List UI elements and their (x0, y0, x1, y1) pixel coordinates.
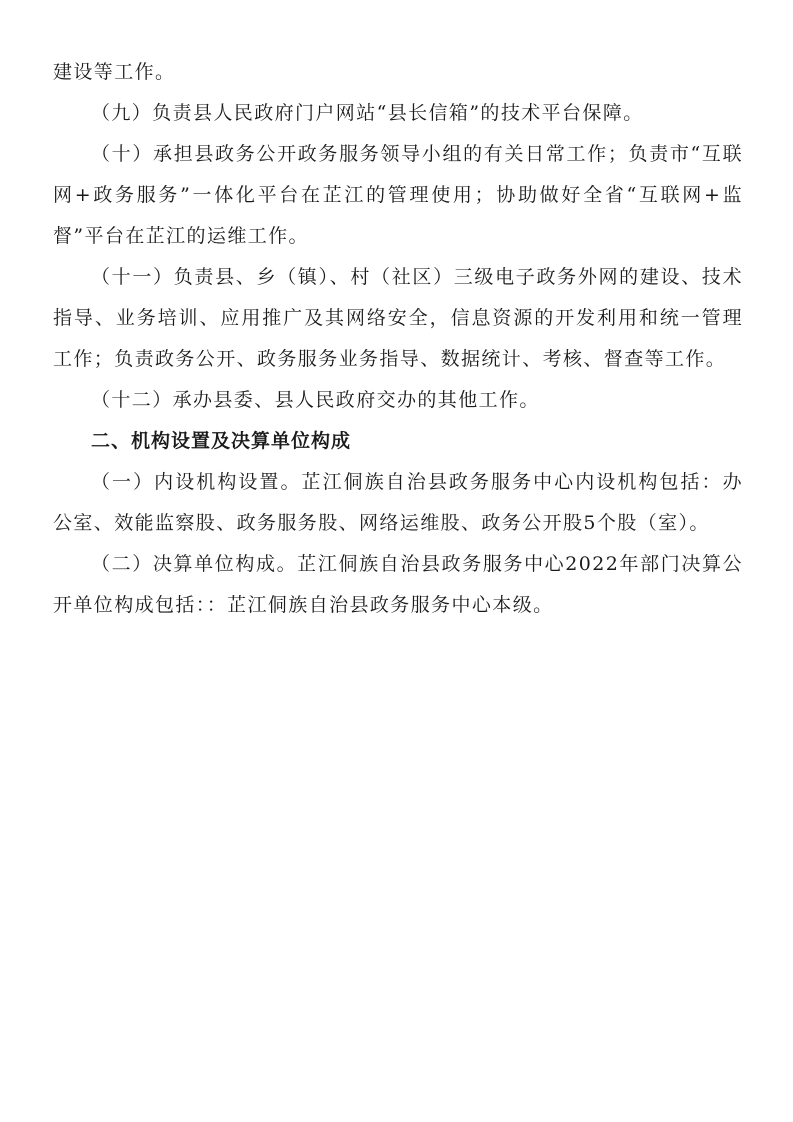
paragraph-item-9: （九）负责县人民政府门户网站“县长信箱”的技术平台保障。 (91, 102, 644, 124)
document-body (53, 52, 743, 626)
paragraph-item-11: （十一）负责县、乡（镇）、村（社区）三级电子政务外网的建设、技术指导、业务培训、应用推广及其网络安全，信息资源的开发利用和统一管理工作；负责政务公开、政务服务业务指导、数据统计、考核、督查等工作。 (53, 266, 743, 370)
paragraph-continuation: 建设等工作。 (53, 61, 176, 83)
paragraph-item-10: （十）承担县政务公开政务服务领导小组的有关日常工作；负责市“互联网+政务服务”一体化平台在芷江的管理使用；协助做好全省“互联网+监督”平台在芷江的运维工作。 (53, 143, 743, 247)
section-heading: 二、机构设置及决算单位构成 (91, 430, 352, 452)
paragraph-accounting-units: （二）决算单位构成。芷江侗族自治县政务服务中心2022年部门决算公开单位构成包括：：芷江侗族自治县政务服务中心本级。 (53, 553, 743, 616)
paragraph-internal-structure: （一）内设机构设置。芷江侗族自治县政务服务中心内设机构包括：办公室、效能监察股、政务服务股、网络运维股、政务公开股5个股（室）。 (53, 471, 743, 534)
paragraph-item-12: （十二）承办县委、县人民政府交办的其他工作。 (91, 389, 540, 411)
